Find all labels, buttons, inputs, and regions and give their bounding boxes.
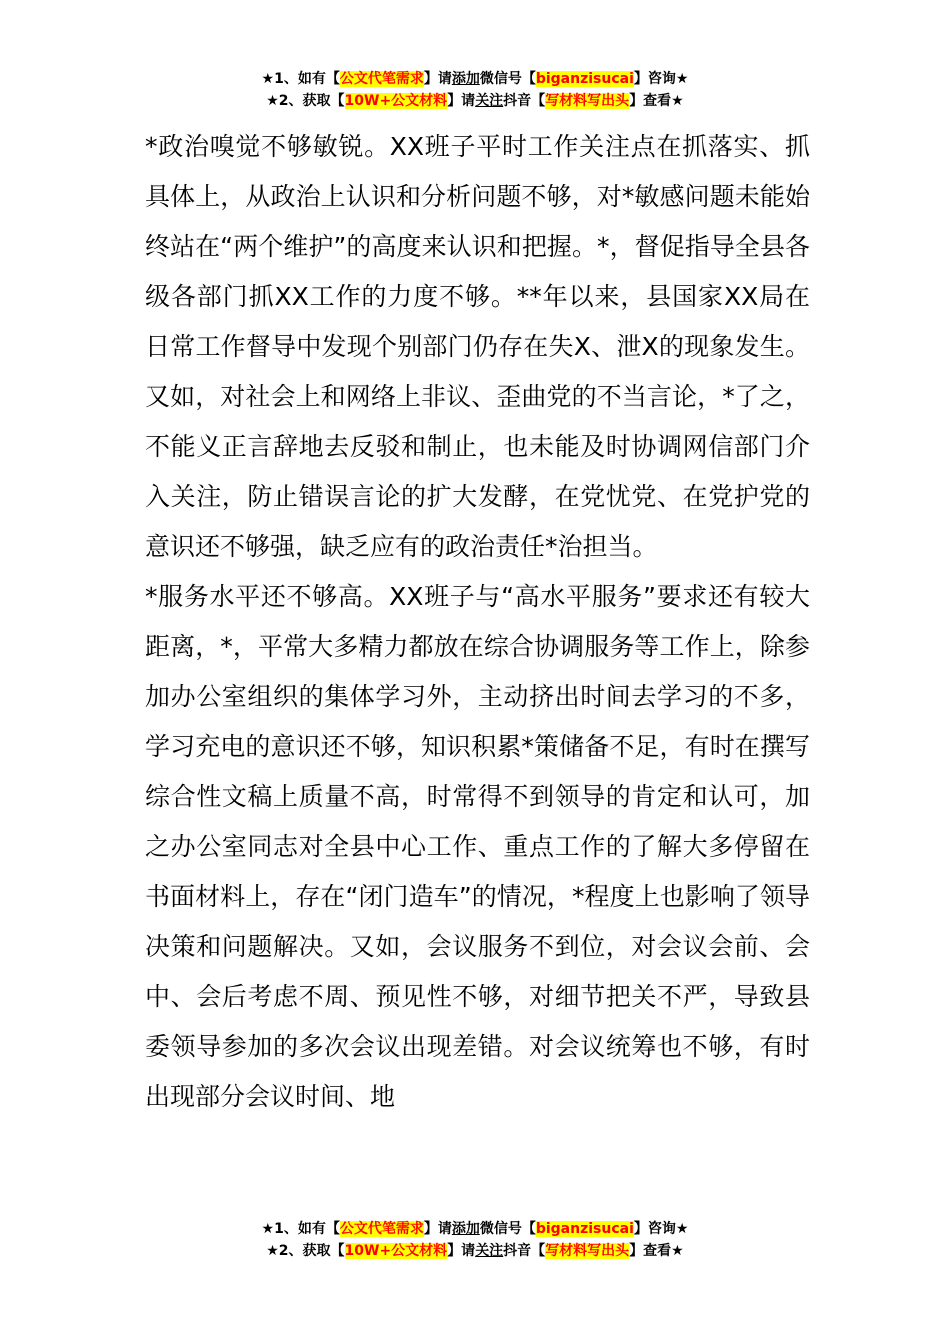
banner-highlight: 写材料写出头 xyxy=(545,93,630,109)
banner-text: 微信号【 xyxy=(479,1221,536,1237)
banner-line-1 xyxy=(0,68,950,90)
banner-highlight: biganzisucai xyxy=(535,1221,634,1237)
body-paragraph-1: *政治嗅觉不够敏锐。XX班子平时工作关注点在抓落实、抓具体上，从政治上认识和分析问题不够，对*敏感问题未能始终站在“两个维护”的高度来认识和把握。*，督促指导全县各级各部门抓XX工作的力度不够。**年以来，县国家XX局在日常工作督导中发现个别部门仍存在失X、泄X的现象发生。又如，对社会上和网络上非议、歪曲党的不当言论，*了之，不能义正言辞地去反驳和制止，也未能及时协调网信部门介入关注，防止错误言论的扩大发酵，在党忧党、在党护党的意识还不够强，缺乏应有的政治责任*治担当。 xyxy=(145,132,810,561)
banner-highlight: 写材料写出头 xyxy=(545,1243,630,1259)
banner-text: 抖音【 xyxy=(503,1243,546,1259)
banner-text: 】请 xyxy=(447,93,476,109)
banner-highlight: 公文代笔需求 xyxy=(339,1221,424,1237)
banner-line-2 xyxy=(0,90,950,112)
footer-banner xyxy=(0,1218,950,1262)
banner-text: 】查看★ xyxy=(629,93,684,109)
banner-line-1 xyxy=(0,1218,950,1240)
banner-text: 】请 xyxy=(447,1243,476,1259)
banner-text: ★2、获取【 xyxy=(266,93,345,109)
body-paragraph-2: *服务水平还不够高。XX班子与“高水平服务”要求还有较大距离，*，平常大多精力都放在综合协调服务等工作上，除参加办公室组织的集体学习外，主动挤出时间去学习的不多，学习充电的意识还不够，知识积累*策储备不足，有时在撰写综合性文稿上质量不高，时常得不到领导的肯定和认可，加之办公室同志对全县中心工作、重点工作的了解大多停留在书面材料上，存在“闭门造车”的情况，*程度上也影响了领导决策和问题解决。又如，会议服务不到位，对会议会前、会中、会后考虑不周、预见性不够，对细节把关不严，导致县委领导参加的多次会议出现差错。对会议统筹也不够，有时出现部分会议时间、地 xyxy=(145,582,810,1111)
banner-highlight: 10W+公文材料 xyxy=(344,93,448,109)
banner-highlight: 10W+公文材料 xyxy=(344,1243,448,1259)
banner-highlight: 公文代笔需求 xyxy=(339,71,424,87)
banner-underlined-text: 关注 xyxy=(475,93,504,109)
banner-underlined-text: 关注 xyxy=(475,1243,504,1259)
banner-text: 】请 xyxy=(423,71,452,87)
banner-text: 】查看★ xyxy=(629,1243,684,1259)
banner-underlined-text: 添加 xyxy=(451,1221,480,1237)
header-banner xyxy=(0,68,950,112)
banner-text: 】咨询★ xyxy=(633,1221,689,1237)
banner-text: ★2、获取【 xyxy=(266,1243,345,1259)
banner-text: ★1、如有【 xyxy=(261,71,340,87)
banner-text: 微信号【 xyxy=(479,71,536,87)
banner-text: 】请 xyxy=(423,1221,452,1237)
banner-underlined-text: 添加 xyxy=(451,71,480,87)
banner-text: 抖音【 xyxy=(503,93,546,109)
banner-text: 】咨询★ xyxy=(633,71,689,87)
document-body xyxy=(145,122,810,1122)
banner-highlight: biganzisucai xyxy=(535,71,634,87)
banner-line-2 xyxy=(0,1240,950,1262)
banner-text: ★1、如有【 xyxy=(261,1221,340,1237)
